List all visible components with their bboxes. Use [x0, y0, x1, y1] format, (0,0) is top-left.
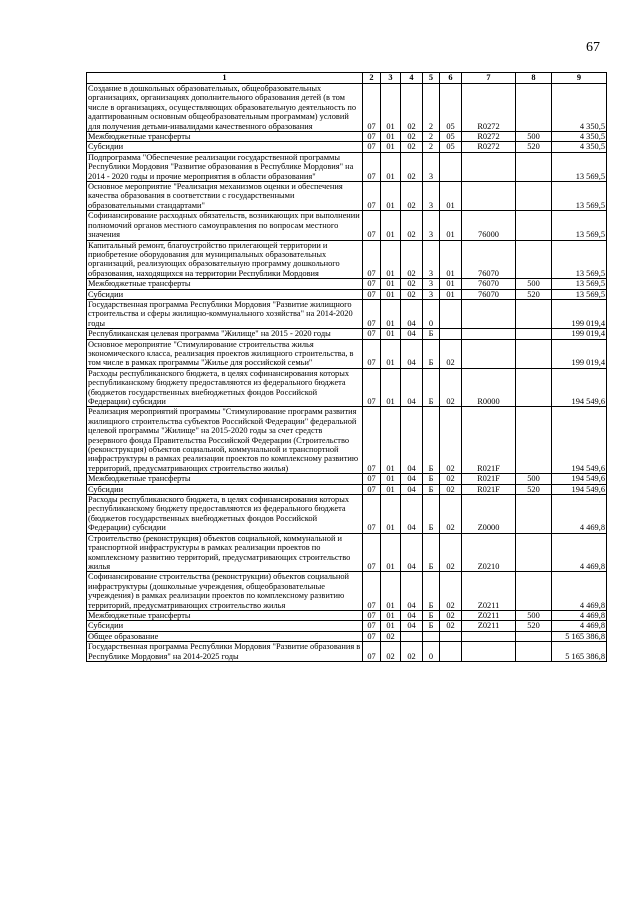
row-code: 07	[363, 621, 381, 631]
budget-table	[86, 72, 607, 662]
row-code: 3	[423, 182, 440, 211]
row-code	[440, 329, 462, 339]
row-code: 01	[381, 407, 401, 474]
row-code: 04	[401, 339, 423, 368]
row-amount: 5 165 386,8	[552, 631, 607, 641]
row-code: 0	[423, 299, 440, 328]
row-description: Расходы республиканского бюджета, в целях софинансирования которых республиканскому бюджету предоставляются из федерального бюджета (бюджетов государственных внебюджетных фондов Российской Федерации) субсидии	[87, 495, 363, 534]
row-description: Межбюджетные трансферты	[87, 279, 363, 289]
row-code	[516, 495, 552, 534]
row-code: 0	[423, 642, 440, 662]
row-amount: 4 350,5	[552, 84, 607, 132]
row-code: 01	[440, 289, 462, 299]
row-code: 05	[440, 132, 462, 142]
row-code: R021F	[462, 474, 516, 484]
row-code: 07	[363, 299, 381, 328]
row-code	[423, 631, 440, 641]
header-row	[87, 73, 607, 84]
row-code: 01	[381, 279, 401, 289]
row-code: 07	[363, 152, 381, 181]
row-code: 02	[401, 152, 423, 181]
row-code: 500	[516, 474, 552, 484]
column-header: 8	[516, 73, 552, 84]
table-row	[87, 631, 607, 641]
row-code: R0272	[462, 142, 516, 152]
row-amount: 4 350,5	[552, 142, 607, 152]
row-code	[516, 339, 552, 368]
row-code: 01	[440, 240, 462, 279]
row-code: 3	[423, 152, 440, 181]
column-header: 6	[440, 73, 462, 84]
row-code: 07	[363, 84, 381, 132]
row-description: Межбюджетные трансферты	[87, 610, 363, 620]
row-code: 3	[423, 240, 440, 279]
row-amount: 199 019,4	[552, 329, 607, 339]
row-code: 01	[440, 211, 462, 240]
row-amount: 13 569,5	[552, 182, 607, 211]
row-code: 07	[363, 240, 381, 279]
row-code	[516, 84, 552, 132]
row-code: 01	[381, 339, 401, 368]
column-header: 7	[462, 73, 516, 84]
row-amount: 13 569,5	[552, 240, 607, 279]
row-code: 07	[363, 407, 381, 474]
table-row	[87, 339, 607, 368]
row-code: 07	[363, 339, 381, 368]
table-row	[87, 368, 607, 407]
row-code: 01	[381, 240, 401, 279]
table-row	[87, 484, 607, 494]
row-amount: 13 569,5	[552, 152, 607, 181]
table-row	[87, 621, 607, 631]
row-code	[516, 368, 552, 407]
row-code: 04	[401, 329, 423, 339]
row-code: Б	[423, 621, 440, 631]
row-code: 02	[401, 211, 423, 240]
table-row	[87, 132, 607, 142]
row-code	[516, 631, 552, 641]
row-code: 2	[423, 84, 440, 132]
row-code	[516, 240, 552, 279]
table-row	[87, 610, 607, 620]
column-header: 4	[401, 73, 423, 84]
row-code: R021F	[462, 484, 516, 494]
row-code	[516, 642, 552, 662]
row-code: 02	[440, 484, 462, 494]
row-description: Софинансирование расходных обязательств, возникающих при выполнении полномочий органов местного самоуправления по вопросам местного значения	[87, 211, 363, 240]
row-amount: 4 469,8	[552, 495, 607, 534]
table-row	[87, 572, 607, 611]
row-amount: 194 549,6	[552, 368, 607, 407]
row-code: 520	[516, 142, 552, 152]
table-row	[87, 152, 607, 181]
row-code: 500	[516, 279, 552, 289]
row-code: 01	[381, 289, 401, 299]
row-code: 02	[401, 142, 423, 152]
row-code	[516, 182, 552, 211]
row-code: 01	[381, 299, 401, 328]
row-description: Создание в дошкольных образовательных, общеобразовательных организациях, организациях дополнительного образования детей (в том числе в организациях, осуществляющих образовательную деятельность по адаптированным основным общеобразовательным программам) условий для получения детьми-инвалидами качественного образования	[87, 84, 363, 132]
row-code: 04	[401, 610, 423, 620]
row-code: 07	[363, 142, 381, 152]
row-code: 07	[363, 610, 381, 620]
row-code	[516, 572, 552, 611]
row-code: 07	[363, 329, 381, 339]
row-code: Z0210	[462, 533, 516, 572]
row-code	[516, 152, 552, 181]
row-code	[401, 631, 423, 641]
row-code: 07	[363, 484, 381, 494]
row-code: 07	[363, 279, 381, 289]
row-description: Государственная программа Республики Мордовия "Развитие жилищного строительства и сферы жилищно-коммунального хозяйства" на 2014-2020 годы	[87, 299, 363, 328]
table-row	[87, 211, 607, 240]
table-row	[87, 495, 607, 534]
row-description: Республиканская целевая программа "Жилище" на 2015 - 2020 годы	[87, 329, 363, 339]
row-description: Субсидии	[87, 484, 363, 494]
row-amount: 4 469,8	[552, 572, 607, 611]
row-code: 07	[363, 182, 381, 211]
row-code: 76070	[462, 240, 516, 279]
row-description: Общее образование	[87, 631, 363, 641]
row-code: R0000	[462, 368, 516, 407]
row-description: Подпрограмма "Обеспечение реализации государственной программы Республики Мордовия "Развитие образования в Республике Мордовия" на 2014 - 2020 годы и прочие мероприятия в области образования"	[87, 152, 363, 181]
column-header: 9	[552, 73, 607, 84]
row-code: 05	[440, 84, 462, 132]
row-code: 07	[363, 642, 381, 662]
row-code: 02	[401, 240, 423, 279]
row-code: Б	[423, 474, 440, 484]
table-row	[87, 533, 607, 572]
row-code: Z0211	[462, 610, 516, 620]
row-code: 07	[363, 474, 381, 484]
row-code: 02	[440, 495, 462, 534]
row-code: 01	[381, 152, 401, 181]
row-description: Государственная программа Республики Мордовия "Развитие образования в Республике Мордовия" на 2014-2025 годы	[87, 642, 363, 662]
row-code: Б	[423, 495, 440, 534]
row-code	[440, 631, 462, 641]
row-code: 02	[401, 84, 423, 132]
row-code: 04	[401, 484, 423, 494]
row-code: 01	[381, 621, 401, 631]
table-row	[87, 279, 607, 289]
row-code: 01	[440, 182, 462, 211]
row-code: 02	[440, 368, 462, 407]
row-code: Б	[423, 572, 440, 611]
row-code	[462, 642, 516, 662]
row-description: Субсидии	[87, 142, 363, 152]
row-code: 04	[401, 495, 423, 534]
row-code: 76000	[462, 211, 516, 240]
row-code: 07	[363, 211, 381, 240]
row-code: 02	[440, 474, 462, 484]
row-code: 01	[381, 368, 401, 407]
table-row	[87, 240, 607, 279]
table-row	[87, 182, 607, 211]
row-code: 01	[381, 495, 401, 534]
row-code: 04	[401, 621, 423, 631]
row-code: 01	[381, 474, 401, 484]
row-code: 02	[440, 339, 462, 368]
row-code: 01	[381, 533, 401, 572]
row-amount: 4 350,5	[552, 132, 607, 142]
row-code: 520	[516, 484, 552, 494]
row-code: 520	[516, 621, 552, 631]
row-code: 02	[440, 572, 462, 611]
row-code: 02	[401, 289, 423, 299]
row-code: Z0211	[462, 572, 516, 611]
row-code	[462, 182, 516, 211]
row-code: 02	[401, 642, 423, 662]
row-code: R0272	[462, 132, 516, 142]
row-code	[462, 299, 516, 328]
row-code: 01	[381, 132, 401, 142]
row-code: 07	[363, 533, 381, 572]
page-number: 67	[586, 40, 600, 55]
row-code: Б	[423, 610, 440, 620]
row-code: Z0000	[462, 495, 516, 534]
row-code: 02	[381, 631, 401, 641]
row-code: 520	[516, 289, 552, 299]
row-code: 01	[381, 484, 401, 494]
row-code: Б	[423, 368, 440, 407]
row-code: 05	[440, 142, 462, 152]
row-amount: 194 549,6	[552, 474, 607, 484]
row-code: 2	[423, 132, 440, 142]
row-amount: 194 549,6	[552, 484, 607, 494]
row-code: 07	[363, 289, 381, 299]
row-code: Б	[423, 339, 440, 368]
row-code	[462, 339, 516, 368]
column-header: 2	[363, 73, 381, 84]
row-code: 76070	[462, 279, 516, 289]
row-code: 02	[381, 642, 401, 662]
row-code: R021F	[462, 407, 516, 474]
row-code: Б	[423, 484, 440, 494]
row-code: 04	[401, 533, 423, 572]
row-code: 500	[516, 610, 552, 620]
row-code: 3	[423, 211, 440, 240]
row-code: 02	[401, 182, 423, 211]
row-code: 3	[423, 279, 440, 289]
row-description: Межбюджетные трансферты	[87, 474, 363, 484]
row-code: 500	[516, 132, 552, 142]
row-code: 07	[363, 132, 381, 142]
row-code: 02	[440, 407, 462, 474]
row-code: 04	[401, 474, 423, 484]
row-code: 01	[381, 84, 401, 132]
row-description: Основное мероприятие "Стимулирование строительства жилья экономического класса, реализация проектов жилищного строительства, в том числе в рамках программы "Жилье для российской семьи"	[87, 339, 363, 368]
row-code	[462, 329, 516, 339]
row-code	[516, 407, 552, 474]
row-code: R0272	[462, 84, 516, 132]
row-code: 07	[363, 572, 381, 611]
column-header: 5	[423, 73, 440, 84]
row-code: 04	[401, 572, 423, 611]
table-row	[87, 299, 607, 328]
row-code: 01	[381, 329, 401, 339]
row-code: 02	[401, 279, 423, 289]
row-code	[516, 329, 552, 339]
row-amount: 4 469,8	[552, 610, 607, 620]
table-row	[87, 84, 607, 132]
row-code: 02	[440, 621, 462, 631]
row-code: Z0211	[462, 621, 516, 631]
row-code	[516, 299, 552, 328]
row-code: 01	[381, 572, 401, 611]
row-code: 01	[440, 279, 462, 289]
row-code: 3	[423, 289, 440, 299]
row-code: 07	[363, 368, 381, 407]
row-code: Б	[423, 533, 440, 572]
row-code	[462, 631, 516, 641]
row-code: 02	[401, 132, 423, 142]
row-amount: 4 469,8	[552, 621, 607, 631]
row-description: Основное мероприятие "Реализация механизмов оценки и обеспечения качества образования в соответствии с государственными образовательными стандартами"	[87, 182, 363, 211]
row-code	[462, 152, 516, 181]
table-row	[87, 642, 607, 662]
row-code	[516, 211, 552, 240]
row-code: Б	[423, 407, 440, 474]
row-description: Субсидии	[87, 621, 363, 631]
row-code: 76070	[462, 289, 516, 299]
row-description: Межбюджетные трансферты	[87, 132, 363, 142]
row-code	[440, 299, 462, 328]
row-description: Софинансирование строительства (реконструкции) объектов социальной инфраструктуры (дошкольные учреждения, общеобразовательные учреждения) в рамках реализации проектов по комплексному развитию территорий, предусматривающих строительство жилья	[87, 572, 363, 611]
row-code	[440, 152, 462, 181]
row-code: 07	[363, 631, 381, 641]
column-header: 1	[87, 73, 363, 84]
row-description: Субсидии	[87, 289, 363, 299]
row-code	[440, 642, 462, 662]
column-header: 3	[381, 73, 401, 84]
row-code: 01	[381, 211, 401, 240]
row-code: 04	[401, 368, 423, 407]
row-code: 01	[381, 142, 401, 152]
row-amount: 199 019,4	[552, 299, 607, 328]
row-amount: 13 569,5	[552, 279, 607, 289]
table-row	[87, 407, 607, 474]
row-description: Капитальный ремонт, благоустройство прилегающей территории и приобретение оборудования для муниципальных образовательных организаций, реализующих образовательную программу дошкольного образования, находящихся на территории Республики Мордовия	[87, 240, 363, 279]
table-row	[87, 329, 607, 339]
row-code: 01	[381, 610, 401, 620]
row-amount: 13 569,5	[552, 211, 607, 240]
row-code	[516, 533, 552, 572]
row-amount: 199 019,4	[552, 339, 607, 368]
row-code: 07	[363, 495, 381, 534]
row-code: 2	[423, 142, 440, 152]
row-amount: 194 549,6	[552, 407, 607, 474]
table-row	[87, 289, 607, 299]
row-amount: 13 569,5	[552, 289, 607, 299]
row-code: 01	[381, 182, 401, 211]
row-code: 02	[440, 610, 462, 620]
row-code: Б	[423, 329, 440, 339]
row-code: 02	[440, 533, 462, 572]
row-amount: 5 165 386,8	[552, 642, 607, 662]
row-code: 04	[401, 299, 423, 328]
table-row	[87, 142, 607, 152]
row-description: Расходы республиканского бюджета, в целях софинансирования которых республиканскому бюджету предоставляются из федерального бюджета (бюджетов государственных внебюджетных фондов Российской Федерации) субсидии	[87, 368, 363, 407]
row-amount: 4 469,8	[552, 533, 607, 572]
row-description: Реализация мероприятий программы "Стимулирование программ развития жилищного строительства субъектов Российской Федерации" федеральной целевой программы "Жилище" на 2015-2020 годы за счет средств резервного фонда Правительства Российской Федерации (Строительство (реконструкция) объектов социальной, коммунальной и транспортной инфраструктуры в рамках реализации проектов по комплексному развитию территорий, предусматривающих строительство жилья)	[87, 407, 363, 474]
table-row	[87, 474, 607, 484]
table-body	[87, 84, 607, 662]
row-code: 04	[401, 407, 423, 474]
row-description: Строительство (реконструкция) объектов социальной, коммунальной и транспортной инфраструктуры в рамках реализации проектов по комплексному развитию территорий, предусматривающих строительство жилья	[87, 533, 363, 572]
